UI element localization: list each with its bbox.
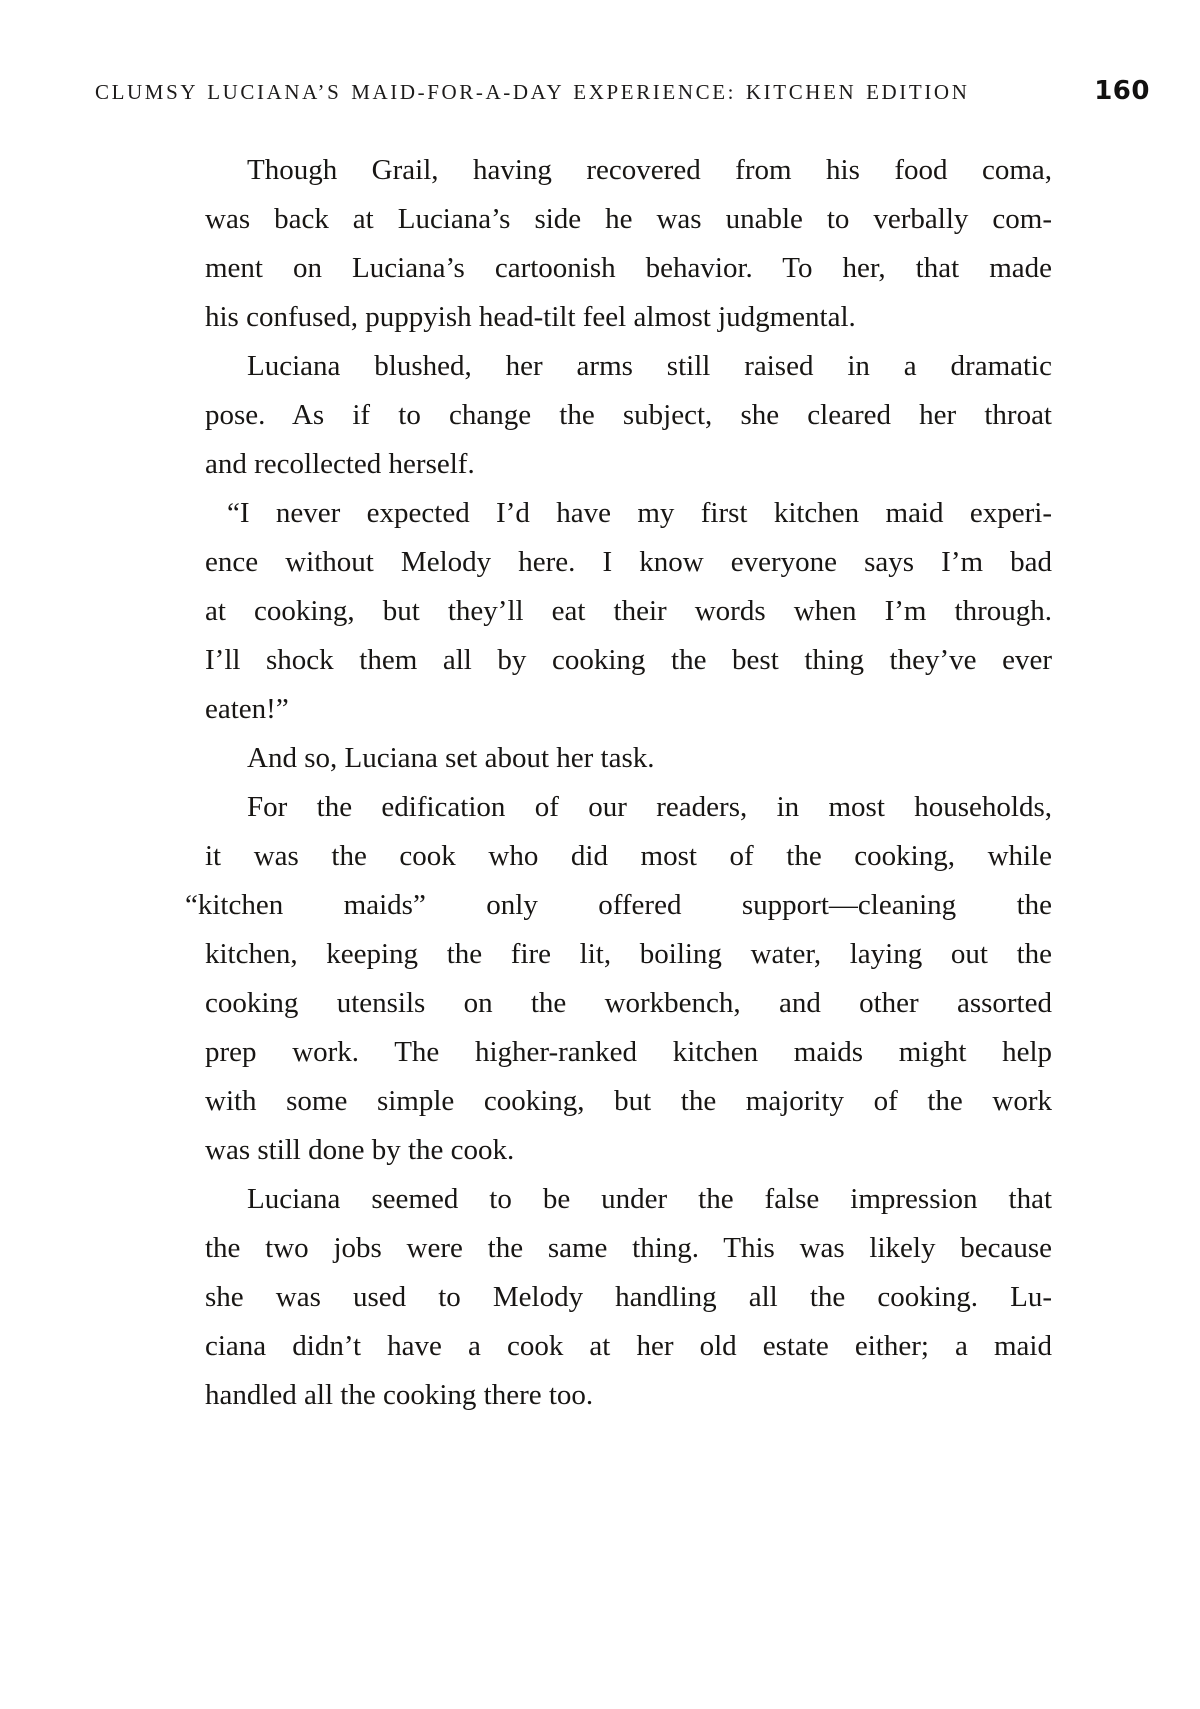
text-line: kitchen, keeping the fire lit, boiling water, laying out the [205, 938, 1052, 970]
text-line: I’ll shock them all by cooking the best thing they’ve ever [205, 644, 1052, 676]
text-line: For the edification of our readers, in most households, [247, 791, 1052, 823]
text-line: eaten!” [205, 693, 289, 725]
page-header [95, 76, 1150, 106]
text-line: “I never expected I’d have my first kitchen maid experi- [227, 497, 1052, 529]
body-text [185, 146, 1052, 1420]
text-line: pose. As if to change the subject, she cleared her throat [205, 399, 1052, 431]
text-line: cooking utensils on the workbench, and other assorted [205, 987, 1052, 1019]
text-line: ciana didn’t have a cook at her old estate either; a maid [205, 1330, 1052, 1362]
text-line: was still done by the cook. [205, 1134, 515, 1166]
text-line: Luciana seemed to be under the false impression that [247, 1183, 1052, 1215]
text-line: ment on Luciana’s cartoonish behavior. To her, that made [205, 252, 1052, 284]
paragraph [205, 1175, 1052, 1420]
paragraph [185, 783, 1052, 1175]
text-line: the two jobs were the same thing. This was likely because [205, 1232, 1052, 1264]
text-line: at cooking, but they’ll eat their words when I’m through. [205, 595, 1052, 627]
text-line: Luciana blushed, her arms still raised in a dramatic [247, 350, 1052, 382]
text-line: ence without Melody here. I know everyone says I’m bad [205, 546, 1052, 578]
paragraph [205, 146, 1052, 342]
paragraph [205, 734, 1052, 783]
text-line: it was the cook who did most of the cooking, while [205, 840, 1052, 872]
text-line: with some simple cooking, but the majority of the work [205, 1085, 1052, 1117]
text-line: Though Grail, having recovered from his food coma, [247, 154, 1052, 186]
text-line: his confused, puppyish head-tilt feel almost judgmental. [205, 301, 856, 333]
text-line: was back at Luciana’s side he was unable to verbally com- [205, 203, 1052, 235]
text-line: “kitchen maids” only offered support—cleaning the [185, 889, 1052, 921]
paragraph [205, 489, 1052, 734]
text-line: And so, Luciana set about her task. [247, 742, 655, 774]
page-number: 160 [1094, 76, 1150, 106]
paragraph [205, 342, 1052, 489]
text-line: prep work. The higher-ranked kitchen maids might help [205, 1036, 1052, 1068]
text-line: she was used to Melody handling all the cooking. Lu- [205, 1281, 1052, 1313]
running-title: CLUMSY LUCIANA’S MAID-FOR-A-DAY EXPERIENCE: KITCHEN EDITION [95, 80, 970, 104]
text-line: handled all the cooking there too. [205, 1379, 594, 1411]
text-line: and recollected herself. [205, 448, 475, 480]
